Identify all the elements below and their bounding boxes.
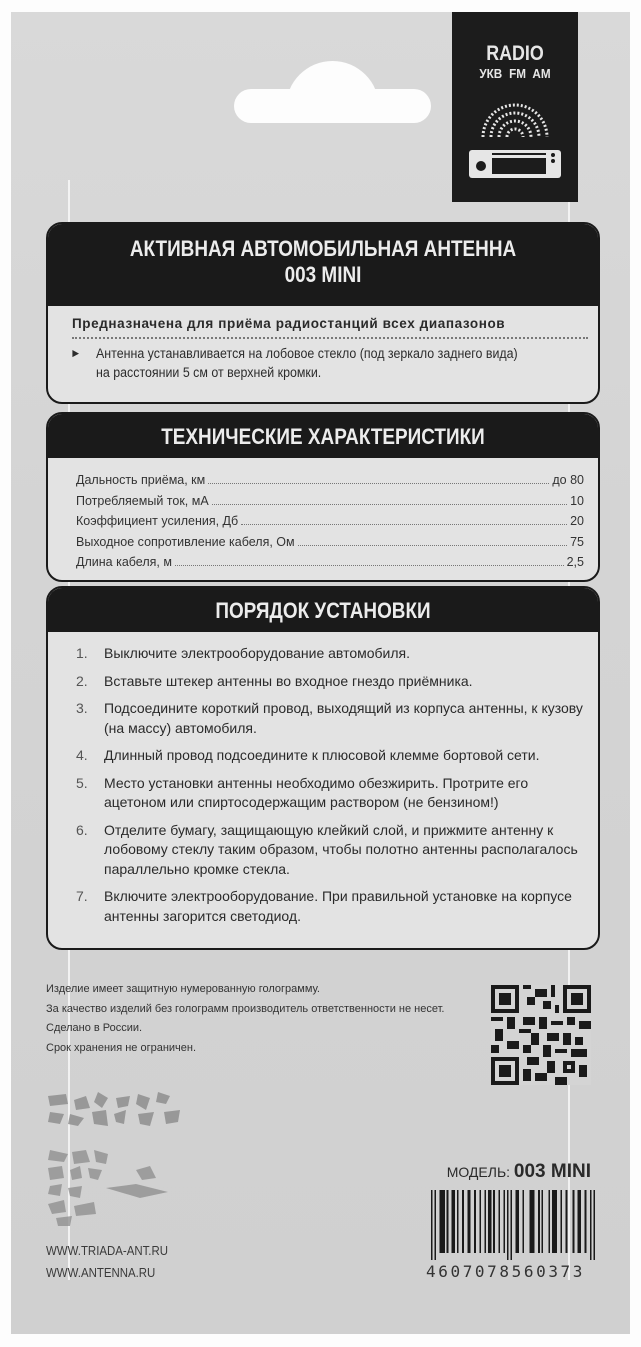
spec-row: [76, 470, 584, 491]
radio-badge: [452, 12, 578, 202]
spec-value: 2,5: [566, 555, 584, 569]
website-links: [46, 1240, 168, 1284]
signal-waves-icon: [475, 99, 555, 143]
hologram-note: Изделие имеет защитную нумерованную голограмму.: [46, 983, 320, 995]
install-step: 1. Выключите электрооборудование автомобиля.: [76, 645, 410, 661]
spec-row: [76, 552, 584, 573]
barcode-icon: [431, 1190, 595, 1260]
hang-hole: [234, 61, 431, 123]
blurred-address-area: [46, 1148, 176, 1228]
product-purpose: Предназначена для приёма радиостанций всех диапазонов: [72, 316, 588, 339]
spec-label: Дальность приёма, км: [76, 473, 206, 487]
install-note-line1: Антенна устанавливается на лобовое стекло (под зеркало заднего вида): [96, 346, 518, 361]
spec-value: 75: [570, 534, 584, 549]
car-radio-icon: [468, 149, 562, 179]
install-note: [70, 344, 600, 382]
product-model-title: 003 MINI: [284, 262, 362, 288]
spec-label: Коэффициент усиления, Дб: [76, 514, 239, 528]
specs-heading: ТЕХНИЧЕСКИЕ ХАРАКТЕРИСТИКИ: [48, 414, 598, 458]
radio-badge-bands: УКВ FM AM: [479, 66, 551, 81]
spec-label: Потребляемый ток, мА: [76, 493, 209, 508]
spec-row: [76, 491, 584, 512]
radio-badge-title: RADIO: [486, 42, 544, 65]
model-label-text: МОДЕЛЬ:: [446, 1164, 511, 1180]
spec-row: [76, 511, 584, 532]
spec-label: Длина кабеля, м: [76, 555, 172, 569]
install-note-line2: на расстоянии 5 см от верхней кромки.: [96, 365, 322, 380]
install-step: 7. Включите электрооборудование. При правильной установке на корпусе антенны загорится светодиод.: [76, 888, 572, 924]
spec-value: 20: [570, 514, 584, 528]
spec-value: до 80: [552, 473, 584, 487]
install-steps-list: [76, 644, 598, 926]
model-label: [447, 1161, 591, 1183]
barcode-number: 4607078560373: [426, 1262, 586, 1281]
specs-panel: [46, 412, 600, 582]
spec-row: [76, 532, 584, 553]
install-step: 3. Подсоедините короткий провод, выходящий из корпуса антенны, к кузову (на массу) автомобиля.: [76, 700, 583, 736]
storage-note: Срок хранения не ограничен.: [46, 1041, 197, 1054]
spec-value: 10: [570, 493, 584, 508]
model-value: 003 MINI: [513, 1161, 591, 1182]
product-title-panel: [46, 222, 600, 404]
made-in-note: Сделано в России.: [46, 1022, 143, 1034]
product-title: [48, 224, 598, 306]
install-step: 4. Длинный провод подсоедините к плюсовой клемме бортовой сети.: [76, 747, 540, 763]
install-step: 2. Вставьте штекер антенны во входное гнездо приёмника.: [76, 672, 473, 689]
install-step: 5. Место установки антенны необходимо обезжирить. Протрите его ацетоном или спиртосодержащим раствором (не бензином!): [76, 774, 529, 810]
footer-notes: [46, 980, 444, 1058]
install-steps-panel: [46, 586, 600, 950]
website-link[interactable]: WWW.ANTENNA.RU: [46, 1265, 156, 1280]
install-step: 6. Отделите бумагу, защищающую клейкий слой, и прижмите антенну к лобовому стеклу таким образом, чтобы полотно антенны располагалось параллельно кромке стекла.: [76, 821, 578, 877]
spec-label: Выходное сопротивление кабеля, Ом: [76, 534, 295, 549]
qr-code-icon: [491, 985, 591, 1085]
product-title-line1: АКТИВНАЯ АВТОМОБИЛЬНАЯ АНТЕННА: [129, 236, 517, 261]
specs-list: [76, 470, 584, 573]
website-link[interactable]: WWW.TRIADA-ANT.RU: [46, 1243, 169, 1258]
quality-note: За качество изделий без голограмм производитель ответственности не несет.: [46, 1002, 445, 1015]
blurred-hologram-area: [46, 1090, 206, 1130]
install-heading: ПОРЯДОК УСТАНОВКИ: [48, 588, 598, 632]
arrow-right-icon: ►: [70, 346, 82, 360]
